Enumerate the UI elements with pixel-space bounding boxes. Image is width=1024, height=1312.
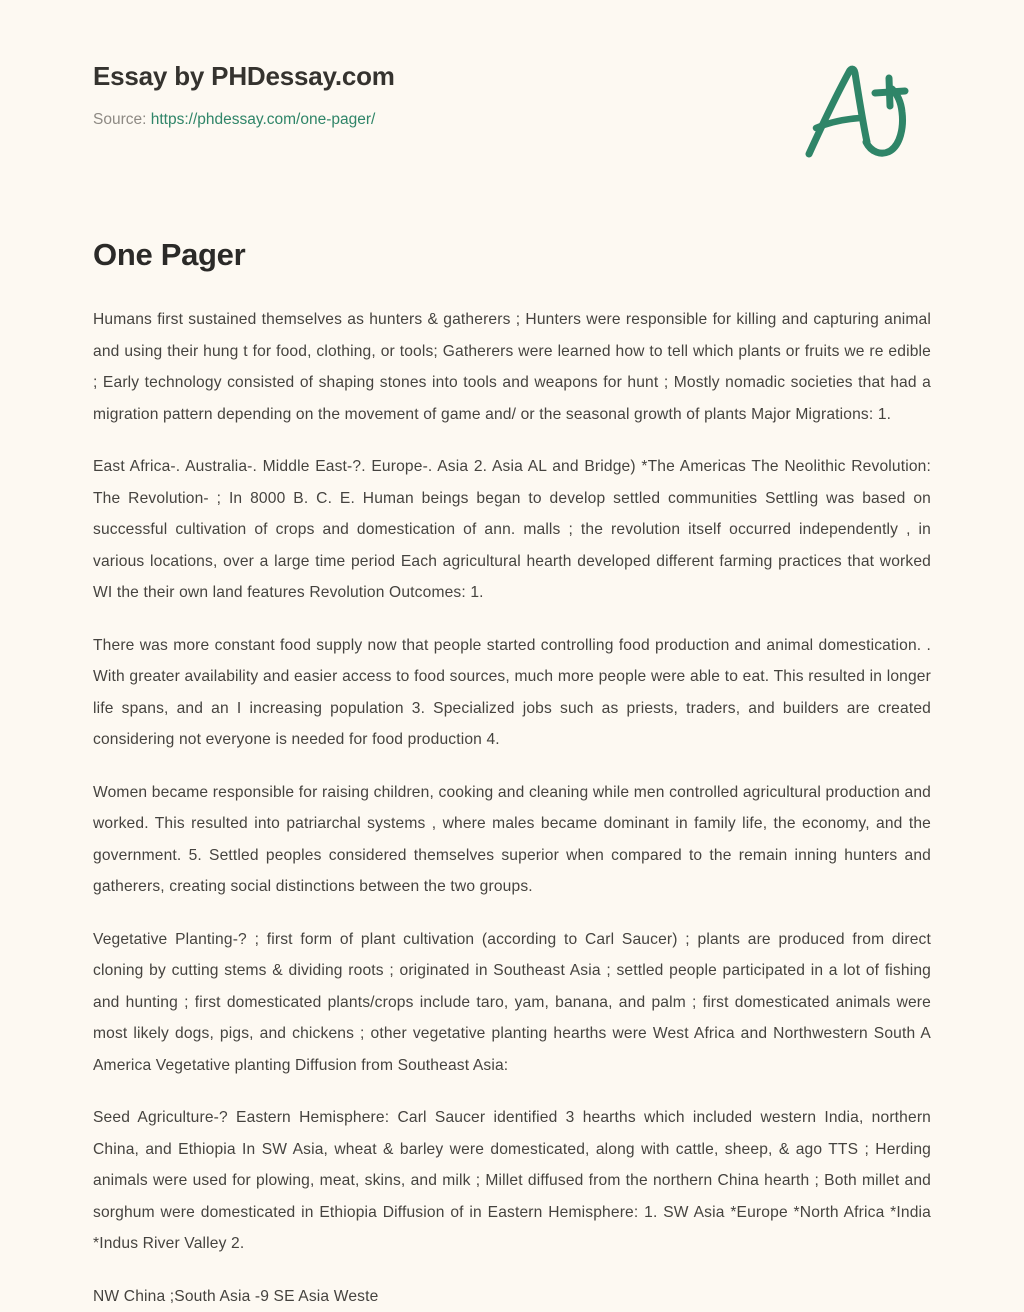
article-paragraph: Women became responsible for raising children, cooking and cleaning while men controlled agricultural production and worked. This resulted into patriarchal systems , where males became dominant in family life, the economy, and the government. 5. Settled peoples considered themselves superior when compared to the remain inning hunters and gatherers, creating social distinctions between the two groups.: [93, 783, 931, 896]
brand-title: Essay by PHDessay.com: [93, 61, 395, 91]
article-paragraph: Seed Agriculture-? Eastern Hemisphere: Carl Saucer identified 3 hearths which included western India, northern China, and Ethiopia In SW Asia, wheat & barley were domesticated, along with cattle, sheep, & ago TTS ; Herding animals were used for plowing, meat, skins, and milk ; Millet diffused from the northern China hearth ; Both millet and sorghum were domesticated in Ethiopia Diffusion of in Eastern Hemisphere: 1. SW Asia *Europe *North Africa *India *Indus River Valley 2.: [93, 1109, 931, 1253]
article-paragraph: NW China ;South Asia -9 SE Asia Weste: [93, 1287, 379, 1305]
page-title: One Pager: [93, 237, 246, 272]
header-brand-block: [93, 62, 395, 130]
article-paragraph: Humans first sustained themselves as hunters & gatherers ; Hunters were responsible for killing and capturing animal and using their hung t for food, clothing, or tools; Gatherers were learned how to tell which plants or fruits we re edible ; Early technology consisted of shaping stones into tools and weapons for hunt ; Mostly nomadic societies that had a migration pattern depending on the movement of game and/ or the seasonal growth of plants Major Migrations: 1.: [93, 311, 931, 423]
source-label: Source:: [93, 110, 147, 128]
article-paragraph: Vegetative Planting-? ; first form of plant cultivation (according to Carl Saucer) ; plants are produced from direct cloning by cutting stems & dividing roots ; originated in Southeast Asia ; settled people participated in a lot of fishing and hunting ; first domesticated plants/crops include taro, yam, banana, and palm ; first domesticated animals were most likely dogs, pigs, and chickens ; other vegetative planting hearths were West Africa and Northwestern South A America Vegetative planting Diffusion from Southeast Asia:: [93, 930, 931, 1074]
article-body: [93, 273, 931, 1312]
page-header: [93, 0, 931, 162]
a-plus-logo-icon: [797, 58, 917, 162]
source-line: [93, 110, 395, 130]
article-paragraph: East Africa-. Australia-. Middle East-?. Europe-. Asia 2. Asia AL and Bridge) *The Americas The Neolithic Revolution: The Revolution- ; In 8000 B. C. E. Human beings began to develop settled communities Settling was based on successful cultivation of crops and domestication of ann. malls ; the revolution itself occurred independently , in various locations, over a large time period Each agricultural hearth developed different farming practices that worked WI the their own land features Revolution Outcomes: 1.: [93, 458, 931, 602]
article-paragraph: There was more constant food supply now that people started controlling food production and animal domestication. . With greater availability and easier access to food sources, much more people were able to eat. This resulted in longer life spans, and an I increasing population 3. Specialized jobs such as priests, traders, and builders are created considering not everyone is needed for food production 4.: [93, 636, 931, 749]
source-url-link[interactable]: https://phdessay.com/one-pager/: [150, 110, 376, 128]
